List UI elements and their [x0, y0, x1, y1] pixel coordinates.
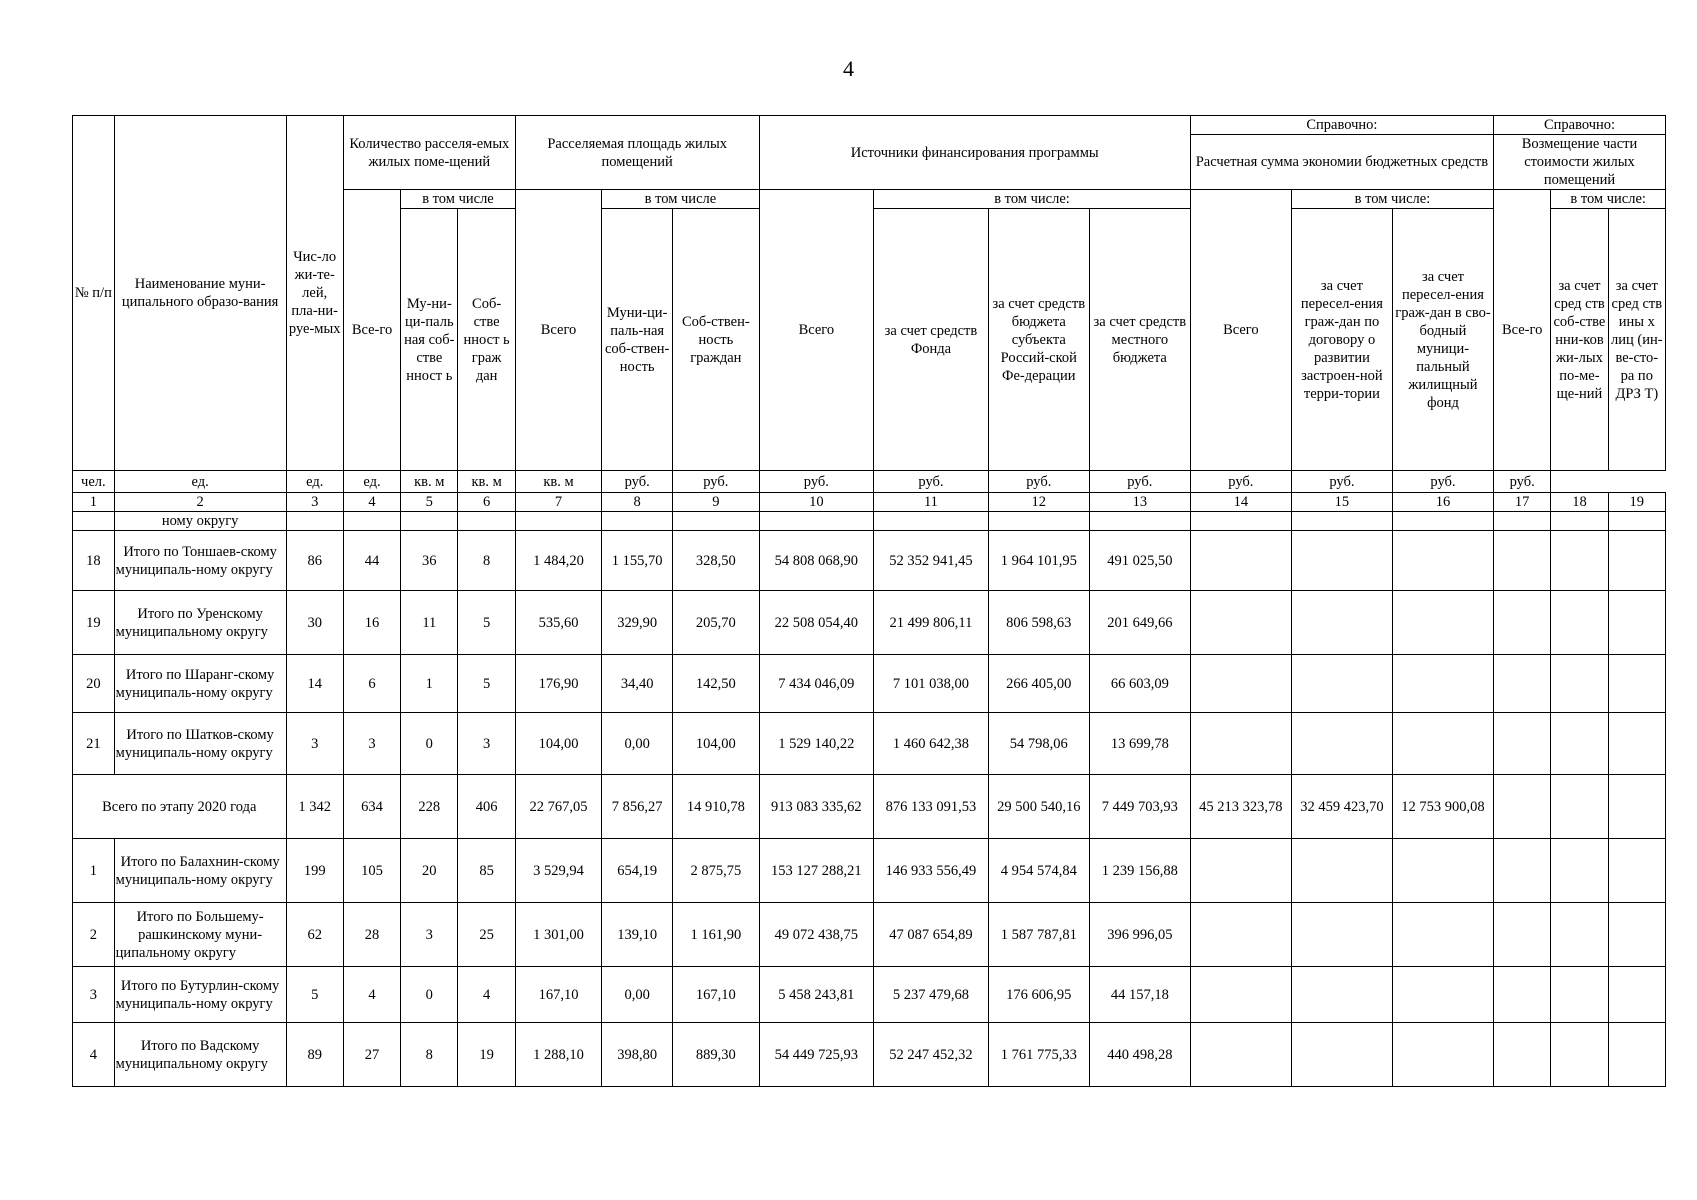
header-fin-group: Источники финансирования программы [759, 116, 1190, 190]
empty-cell [1291, 1023, 1392, 1087]
column-number: 3 [286, 493, 343, 512]
qty-own-cell: 5 [458, 655, 515, 713]
unit-cell: руб. [602, 471, 673, 493]
header-fin-total: Всего [759, 190, 874, 471]
empty-cell [1190, 655, 1291, 713]
row-name: Итого по Уренскому муниципальному округу [114, 591, 286, 655]
empty-cell [1291, 839, 1392, 903]
unit-cell: чел. [73, 471, 115, 493]
fin-local-cell: 491 025,50 [1089, 531, 1190, 591]
qty-total-cell: 27 [343, 1023, 400, 1087]
column-numbers-row [73, 493, 1666, 512]
column-number: 5 [401, 493, 458, 512]
header-comp-total: Все-го [1494, 190, 1551, 471]
column-number: 19 [1608, 493, 1665, 512]
area-mun-cell: 654,19 [602, 839, 673, 903]
row-name: Итого по Шатков-скому муниципаль-ному округу [114, 713, 286, 775]
qty-mun-cell: 228 [401, 775, 458, 839]
empty-cell [1291, 591, 1392, 655]
area-own-cell: 1 161,90 [673, 903, 759, 967]
qty-mun-cell: 3 [401, 903, 458, 967]
empty-cell [1608, 655, 1665, 713]
empty-cell [73, 512, 115, 531]
empty-cell [1608, 903, 1665, 967]
empty-cell [602, 512, 673, 531]
qty-mun-cell: 0 [401, 967, 458, 1023]
table-row [73, 839, 1666, 903]
empty-cell [1392, 839, 1493, 903]
row-num: 1 [73, 839, 115, 903]
unit-cell: кв. м [458, 471, 515, 493]
column-number: 13 [1089, 493, 1190, 512]
empty-cell [1494, 512, 1551, 531]
empty-cell [1494, 713, 1551, 775]
header-ref1: Справочно: [1190, 116, 1493, 135]
empty-cell [1551, 531, 1608, 591]
empty-cell [1551, 903, 1608, 967]
empty-cell [343, 512, 400, 531]
unit-cell: руб. [1494, 471, 1551, 493]
empty-cell [1494, 967, 1551, 1023]
qty-total-cell: 6 [343, 655, 400, 713]
empty-cell [1190, 591, 1291, 655]
table-row [73, 903, 1666, 967]
unit-cell: ед. [343, 471, 400, 493]
fin-total-cell: 7 434 046,09 [759, 655, 874, 713]
area-mun-cell: 7 856,27 [602, 775, 673, 839]
area-own-cell: 205,70 [673, 591, 759, 655]
column-number: 2 [114, 493, 286, 512]
empty-cell [1551, 775, 1608, 839]
column-number: 17 [1494, 493, 1551, 512]
table-row [73, 655, 1666, 713]
fin-subject-cell: 54 798,06 [988, 713, 1089, 775]
qty-own-cell: 85 [458, 839, 515, 903]
header-qty-mun: Му-ни-ци-паль ная соб-стве нност ь [401, 209, 458, 471]
area-total-cell: 22 767,05 [515, 775, 601, 839]
header-area-total: Всего [515, 190, 601, 471]
fin-total-cell: 22 508 054,40 [759, 591, 874, 655]
qty-mun-cell: 0 [401, 713, 458, 775]
column-number: 7 [515, 493, 601, 512]
row-num: 20 [73, 655, 115, 713]
table-row [73, 512, 1666, 531]
area-total-cell: 535,60 [515, 591, 601, 655]
fin-local-cell: 44 157,18 [1089, 967, 1190, 1023]
qty-total-cell: 28 [343, 903, 400, 967]
residents-cell: 62 [286, 903, 343, 967]
eco-total-cell: 45 213 323,78 [1190, 775, 1291, 839]
fin-local-cell: 396 996,05 [1089, 903, 1190, 967]
header-fin-subject: за счет средств бюджета субъекта Россий-ской Фе-дерации [988, 209, 1089, 471]
fin-local-cell: 7 449 703,93 [1089, 775, 1190, 839]
residents-cell: 14 [286, 655, 343, 713]
area-mun-cell: 329,90 [602, 591, 673, 655]
header-fin-fund: за счет средств Фонда [874, 209, 989, 471]
empty-cell [1608, 713, 1665, 775]
row-num: 18 [73, 531, 115, 591]
residents-cell: 30 [286, 591, 343, 655]
row-num: 2 [73, 903, 115, 967]
empty-cell [1551, 512, 1608, 531]
fin-subject-cell: 4 954 574,84 [988, 839, 1089, 903]
empty-cell [1608, 591, 1665, 655]
column-number: 6 [458, 493, 515, 512]
residents-cell: 86 [286, 531, 343, 591]
empty-cell [1392, 531, 1493, 591]
page-number: 4 [843, 56, 854, 81]
table-row [73, 967, 1666, 1023]
empty-cell [1551, 591, 1608, 655]
qty-mun-cell: 11 [401, 591, 458, 655]
unit-cell: руб. [673, 471, 759, 493]
column-number: 10 [759, 493, 874, 512]
residents-cell: 199 [286, 839, 343, 903]
empty-cell [1190, 713, 1291, 775]
residents-cell: 1 342 [286, 775, 343, 839]
fin-fund-cell: 876 133 091,53 [874, 775, 989, 839]
resettlement-table [72, 115, 1666, 1087]
column-number: 1 [73, 493, 115, 512]
header-ref2: Справочно: [1494, 116, 1666, 135]
column-number: 8 [602, 493, 673, 512]
header-qty-total: Все-го [343, 190, 400, 471]
fin-fund-cell: 52 247 452,32 [874, 1023, 989, 1087]
fin-fund-cell: 52 352 941,45 [874, 531, 989, 591]
fin-subject-cell: 266 405,00 [988, 655, 1089, 713]
empty-cell [1494, 655, 1551, 713]
empty-cell [1190, 839, 1291, 903]
header-comp-owners: за счет сред ств соб-стве нни-ков жи-лых по-ме-ще-ний [1551, 209, 1608, 471]
fin-subject-cell: 176 606,95 [988, 967, 1089, 1023]
column-number: 18 [1551, 493, 1608, 512]
stage-total-row [73, 775, 1666, 839]
empty-cell [1551, 839, 1608, 903]
area-mun-cell: 0,00 [602, 713, 673, 775]
fin-total-cell: 153 127 288,21 [759, 839, 874, 903]
area-total-cell: 104,00 [515, 713, 601, 775]
fin-local-cell: 66 603,09 [1089, 655, 1190, 713]
empty-cell [1291, 903, 1392, 967]
empty-cell [1291, 713, 1392, 775]
area-mun-cell: 398,80 [602, 1023, 673, 1087]
empty-cell [1291, 655, 1392, 713]
area-total-cell: 1 301,00 [515, 903, 601, 967]
area-own-cell: 328,50 [673, 531, 759, 591]
empty-cell [1494, 531, 1551, 591]
unit-cell: руб. [988, 471, 1089, 493]
header-fin-local: за счет средств местного бюджета [1089, 209, 1190, 471]
empty-cell [286, 512, 343, 531]
qty-own-cell: 3 [458, 713, 515, 775]
header-area-in-number: в том числе [602, 190, 759, 209]
empty-cell [1608, 775, 1665, 839]
residents-cell: 5 [286, 967, 343, 1023]
row-num: 19 [73, 591, 115, 655]
column-number: 16 [1392, 493, 1493, 512]
column-number: 12 [988, 493, 1089, 512]
empty-cell [1291, 531, 1392, 591]
unit-cell: руб. [1089, 471, 1190, 493]
header-qty-group: Количество расселя-емых жилых поме-щений [343, 116, 515, 190]
fin-subject-cell: 29 500 540,16 [988, 775, 1089, 839]
column-number: 9 [673, 493, 759, 512]
stage-total-label: Всего по этапу 2020 года [73, 775, 287, 839]
column-number: 14 [1190, 493, 1291, 512]
qty-mun-cell: 36 [401, 531, 458, 591]
empty-cell [673, 512, 759, 531]
empty-cell [1608, 512, 1665, 531]
row-name: ному округу [114, 512, 286, 531]
fin-total-cell: 913 083 335,62 [759, 775, 874, 839]
fin-local-cell: 13 699,78 [1089, 713, 1190, 775]
unit-cell: руб. [874, 471, 989, 493]
area-mun-cell: 34,40 [602, 655, 673, 713]
row-name: Итого по Тоншаев-скому муниципаль-ному округу [114, 531, 286, 591]
empty-cell [1190, 512, 1291, 531]
fin-fund-cell: 21 499 806,11 [874, 591, 989, 655]
area-total-cell: 176,90 [515, 655, 601, 713]
header-area-own: Соб-ствен-ность граждан [673, 209, 759, 471]
header-qty-in-number: в том числе [401, 190, 516, 209]
area-own-cell: 167,10 [673, 967, 759, 1023]
eco-free-cell: 12 753 900,08 [1392, 775, 1493, 839]
fin-total-cell: 54 449 725,93 [759, 1023, 874, 1087]
qty-own-cell: 19 [458, 1023, 515, 1087]
fin-fund-cell: 5 237 479,68 [874, 967, 989, 1023]
table-row [73, 591, 1666, 655]
empty-cell [1190, 967, 1291, 1023]
fin-local-cell: 1 239 156,88 [1089, 839, 1190, 903]
fin-subject-cell: 1 964 101,95 [988, 531, 1089, 591]
header-eco-free: за счет пересел-ения граж-дан в сво-бодный муници-пальный жилищный фонд [1392, 209, 1493, 471]
empty-cell [1190, 903, 1291, 967]
header-area-mun: Муни-ци-паль-ная соб-ствен-ность [602, 209, 673, 471]
empty-cell [1392, 512, 1493, 531]
residents-cell: 3 [286, 713, 343, 775]
header-eco-total: Всего [1190, 190, 1291, 471]
header-num: № п/п [73, 116, 115, 471]
area-total-cell: 1 484,20 [515, 531, 601, 591]
units-row [73, 471, 1666, 493]
column-number: 11 [874, 493, 989, 512]
area-own-cell: 14 910,78 [673, 775, 759, 839]
empty-cell [1494, 1023, 1551, 1087]
header-comp-in-number: в том числе: [1551, 190, 1666, 209]
empty-cell [1190, 1023, 1291, 1087]
row-num: 3 [73, 967, 115, 1023]
empty-cell [988, 512, 1089, 531]
header-qty-own: Соб-стве нност ь граж дан [458, 209, 515, 471]
empty-cell [1392, 903, 1493, 967]
empty-cell [1392, 967, 1493, 1023]
header-residents: Чис-ло жи-те-лей, пла-ни-руе-мых [286, 116, 343, 471]
empty-cell [1494, 903, 1551, 967]
fin-total-cell: 49 072 438,75 [759, 903, 874, 967]
unit-cell: кв. м [401, 471, 458, 493]
qty-own-cell: 5 [458, 591, 515, 655]
unit-cell: ед. [286, 471, 343, 493]
empty-cell [759, 512, 874, 531]
fin-fund-cell: 146 933 556,49 [874, 839, 989, 903]
qty-own-cell: 25 [458, 903, 515, 967]
empty-cell [1392, 591, 1493, 655]
column-number: 4 [343, 493, 400, 512]
empty-cell [1089, 512, 1190, 531]
fin-total-cell: 54 808 068,90 [759, 531, 874, 591]
header-comp-other: за счет сред ств ины х лиц (ин-ве-сто-ра по ДРЗ Т) [1608, 209, 1665, 471]
empty-cell [1608, 839, 1665, 903]
area-total-cell: 167,10 [515, 967, 601, 1023]
fin-subject-cell: 1 761 775,33 [988, 1023, 1089, 1087]
area-own-cell: 104,00 [673, 713, 759, 775]
column-number: 15 [1291, 493, 1392, 512]
area-own-cell: 889,30 [673, 1023, 759, 1087]
empty-cell [1608, 1023, 1665, 1087]
qty-mun-cell: 20 [401, 839, 458, 903]
unit-cell: руб. [1392, 471, 1493, 493]
header-name: Наименование муни-ципального образо-вания [114, 116, 286, 471]
qty-total-cell: 44 [343, 531, 400, 591]
qty-total-cell: 634 [343, 775, 400, 839]
empty-cell [1392, 713, 1493, 775]
qty-own-cell: 8 [458, 531, 515, 591]
area-mun-cell: 139,10 [602, 903, 673, 967]
table-row [73, 1023, 1666, 1087]
empty-cell [1494, 591, 1551, 655]
empty-cell [401, 512, 458, 531]
fin-subject-cell: 1 587 787,81 [988, 903, 1089, 967]
empty-cell [1392, 655, 1493, 713]
empty-cell [1494, 775, 1551, 839]
area-total-cell: 3 529,94 [515, 839, 601, 903]
unit-cell: ед. [114, 471, 286, 493]
row-name: Итого по Балахнин-скому муниципаль-ному округу [114, 839, 286, 903]
empty-cell [1494, 839, 1551, 903]
empty-cell [1551, 967, 1608, 1023]
area-own-cell: 2 875,75 [673, 839, 759, 903]
fin-subject-cell: 806 598,63 [988, 591, 1089, 655]
empty-cell [1392, 1023, 1493, 1087]
qty-own-cell: 4 [458, 967, 515, 1023]
fin-fund-cell: 7 101 038,00 [874, 655, 989, 713]
empty-cell [1551, 1023, 1608, 1087]
header-ref1-sub: Расчетная сумма экономии бюджетных средств [1190, 135, 1493, 190]
qty-total-cell: 4 [343, 967, 400, 1023]
qty-mun-cell: 1 [401, 655, 458, 713]
row-name: Итого по Большему-рашкинскому муни-ципальному округу [114, 903, 286, 967]
row-name: Итого по Бутурлин-скому муниципаль-ному округу [114, 967, 286, 1023]
empty-cell [1551, 713, 1608, 775]
unit-cell: руб. [1291, 471, 1392, 493]
header-eco-dev: за счет пересел-ения граж-дан по договору о развитии застроен-ной терри-тории [1291, 209, 1392, 471]
header-fin-in-number: в том числе: [874, 190, 1191, 209]
table-row [73, 713, 1666, 775]
row-num: 21 [73, 713, 115, 775]
qty-total-cell: 3 [343, 713, 400, 775]
unit-cell: кв. м [515, 471, 601, 493]
qty-total-cell: 105 [343, 839, 400, 903]
qty-total-cell: 16 [343, 591, 400, 655]
qty-mun-cell: 8 [401, 1023, 458, 1087]
fin-total-cell: 5 458 243,81 [759, 967, 874, 1023]
qty-own-cell: 406 [458, 775, 515, 839]
unit-cell: руб. [759, 471, 874, 493]
fin-local-cell: 440 498,28 [1089, 1023, 1190, 1087]
eco-dev-cell: 32 459 423,70 [1291, 775, 1392, 839]
empty-cell [458, 512, 515, 531]
row-name: Итого по Шаранг-скому муниципаль-ному округу [114, 655, 286, 713]
area-total-cell: 1 288,10 [515, 1023, 601, 1087]
area-mun-cell: 0,00 [602, 967, 673, 1023]
empty-cell [1190, 531, 1291, 591]
empty-cell [1608, 967, 1665, 1023]
header-area-group: Расселяемая площадь жилых помещений [515, 116, 759, 190]
area-mun-cell: 1 155,70 [602, 531, 673, 591]
empty-cell [1608, 531, 1665, 591]
empty-cell [1291, 512, 1392, 531]
area-own-cell: 142,50 [673, 655, 759, 713]
fin-fund-cell: 47 087 654,89 [874, 903, 989, 967]
header-ref2-sub: Возмещение части стоимости жилых помещений [1494, 135, 1666, 190]
empty-cell [515, 512, 601, 531]
row-num: 4 [73, 1023, 115, 1087]
header-eco-in-number: в том числе: [1291, 190, 1493, 209]
row-name: Итого по Вадскому муниципальному округу [114, 1023, 286, 1087]
residents-cell: 89 [286, 1023, 343, 1087]
empty-cell [1291, 967, 1392, 1023]
fin-fund-cell: 1 460 642,38 [874, 713, 989, 775]
table-row [73, 531, 1666, 591]
fin-total-cell: 1 529 140,22 [759, 713, 874, 775]
empty-cell [1551, 655, 1608, 713]
fin-local-cell: 201 649,66 [1089, 591, 1190, 655]
empty-cell [874, 512, 989, 531]
unit-cell: руб. [1190, 471, 1291, 493]
